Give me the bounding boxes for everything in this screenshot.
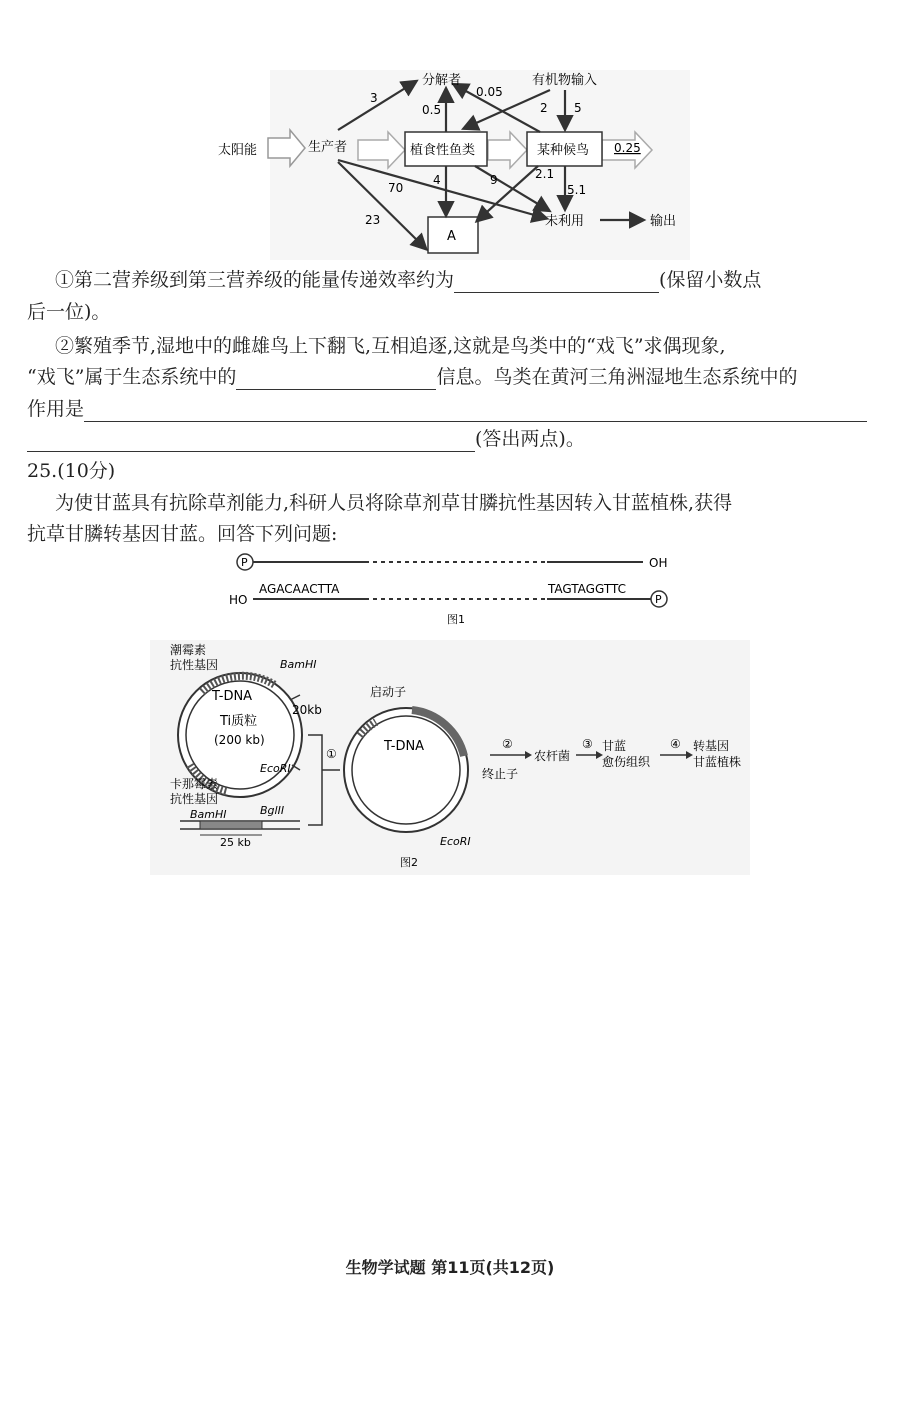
t-dna-recombinant-label: T-DNA: [384, 739, 425, 754]
figure-2-plasmid-construction: [150, 640, 750, 875]
answer-blank-4[interactable]: [27, 431, 475, 452]
kanamycin-label: 卡那霉素: [170, 777, 219, 791]
herbivorous-fish-label: 植食性鱼类: [410, 143, 476, 158]
value-9: 9: [490, 173, 498, 187]
sequence-left: AGACAACTTA: [259, 582, 340, 596]
question-25-intro-2: 抗草甘膦转基因甘蓝。回答下列问题:: [27, 523, 338, 545]
bamhi-label-top: BamHI: [280, 658, 317, 671]
question-1-line2: 后一位)。: [27, 301, 111, 323]
value-4: 4: [433, 173, 441, 187]
output-label: 输出: [650, 214, 677, 229]
kb25-label: 25 kb: [220, 836, 251, 849]
question-2-text-c: 作用是: [27, 398, 85, 420]
energy-flow-diagram: [210, 70, 690, 260]
transgenic-label: 转基因: [693, 739, 730, 753]
question-1-text: ①第二营养级到第三营养级的能量传递效率约为: [55, 269, 455, 291]
step-4-label: ④: [670, 737, 681, 751]
hygromycin-label: 潮霉素: [170, 643, 207, 657]
value-23: 23: [365, 213, 381, 227]
step-2-label: ②: [502, 737, 513, 751]
question-25-header: 25.(10分): [27, 460, 116, 482]
bamhi-label-fragment: BamHI: [190, 808, 227, 821]
question-2-line2: [27, 364, 797, 390]
cabbage-plant-label: 甘蓝植株: [693, 755, 742, 769]
figure-2-caption: 图2: [400, 856, 418, 869]
step-1-label: ①: [326, 747, 337, 761]
answer-blank-3[interactable]: [84, 401, 867, 422]
ti-plasmid-label: Ti质粒: [220, 714, 258, 729]
step-3-label: ③: [582, 737, 593, 751]
value-5-1: 5.1: [567, 183, 587, 197]
unused-label: 未利用: [545, 214, 585, 229]
question-25-intro-1: 为使甘蓝具有抗除草剂能力,科研人员将除草剂草甘膦抗性基因转入甘蓝植株,获得: [55, 492, 733, 514]
promoter-label: 启动子: [370, 685, 407, 699]
value-70: 70: [388, 181, 404, 195]
figure-1-dna-strands: [225, 550, 685, 630]
page-footer: 生物学试题 第11页(共12页): [345, 1258, 555, 1277]
value-0-25: 0.25: [614, 141, 641, 155]
decomposer-label: 分解者: [422, 73, 462, 88]
question-2-text-a: “戏飞”属于生态系统中的: [27, 366, 237, 388]
value-0-05: 0.05: [476, 85, 503, 99]
answer-blank-1[interactable]: [454, 272, 659, 293]
producer-label: 生产者: [308, 140, 348, 155]
ecori-label-left: EcoRI: [260, 762, 291, 775]
t-dna-label: T-DNA: [212, 689, 253, 704]
box-a-label: A: [447, 229, 456, 244]
question-2-line1: ②繁殖季节,湿地中的雌雄鸟上下翻飞,互相追逐,这就是鸟类中的“戏飞”求偶现象,: [55, 335, 726, 357]
terminator-label: 终止子: [482, 767, 519, 781]
callus-label: 愈伤组织: [602, 755, 651, 769]
kanamycin-gene-label: 抗性基因: [170, 792, 219, 806]
ecori-label-right: EcoRI: [440, 835, 471, 848]
figure-1-caption: 图1: [447, 613, 465, 626]
question-1-line1: [55, 267, 761, 293]
question-2-line4: [27, 426, 585, 452]
value-2: 2: [540, 101, 548, 115]
oh-label: OH: [649, 556, 668, 570]
migratory-bird-label: 某种候鸟: [537, 143, 590, 158]
phosphate-label-top: P: [241, 556, 248, 569]
agrobacterium-label: 农杆菌: [534, 749, 571, 763]
sun-label: 太阳能: [218, 143, 258, 158]
value-0-5: 0.5: [422, 103, 442, 117]
question-1-note: (保留小数点: [659, 269, 762, 291]
question-2-line3: [27, 396, 867, 422]
value-5: 5: [574, 101, 582, 115]
organic-input-label: 有机物输入: [532, 73, 598, 88]
phosphate-label-bottom: P: [655, 593, 662, 606]
hygromycin-gene-label: 抗性基因: [170, 658, 219, 672]
question-2-text-d: (答出两点)。: [475, 428, 585, 450]
kb20-label: 20kb: [292, 703, 322, 717]
value-2-1: 2.1: [535, 167, 555, 181]
cabbage-label: 甘蓝: [602, 739, 627, 753]
answer-blank-2[interactable]: [236, 369, 436, 390]
ti-plasmid-size: (200 kb): [214, 733, 265, 747]
ho-label: HO: [229, 593, 248, 607]
bglii-label: BglII: [260, 804, 285, 817]
question-2-text-b: 信息。鸟类在黄河三角洲湿地生态系统中的: [436, 366, 798, 388]
value-3: 3: [370, 91, 378, 105]
sequence-right: TAGTAGGTTC: [548, 582, 626, 596]
